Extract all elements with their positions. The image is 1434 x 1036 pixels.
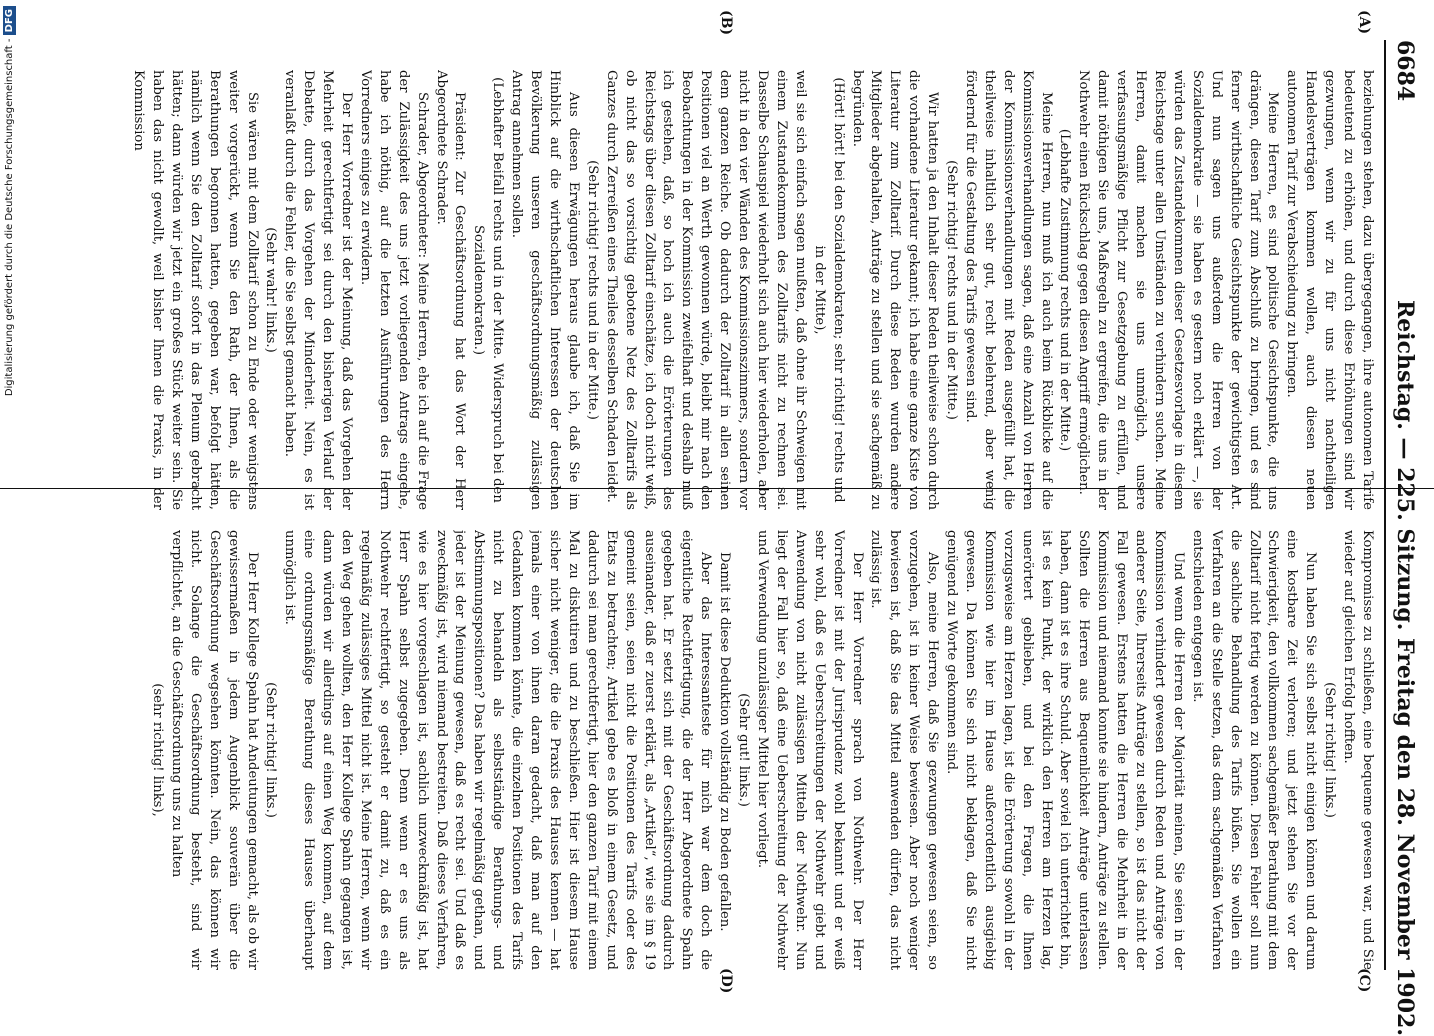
paragraph: Der Herr Vorredner ist der Meinung, daß das Vorgehen der Mehrheit gerechtfertigt sei durch den bisherigen Verlauf der Debatte, durch das Vorgehen der Minderheit. Nein, es ist veranlaßt durch die Fehler, die Sie selbst gemacht haben.	[282, 70, 355, 510]
speaker-paragraph: Schrader, Abgeordneter: Meine Herren, ehe ich auf die Frage der Zulässigkeit des uns jetzt vorliegenden Antrags eingehe, habe ich nöthig, auf die letzten Ausführungen des Herrn Vorredners einiges zu erwidern.	[357, 70, 430, 510]
page-number: 6684	[1392, 40, 1418, 102]
interjection: (Sehr wahr! links.)	[263, 227, 279, 353]
margin-marker-b: (B)	[718, 10, 734, 36]
margin-marker-a: (A)	[1356, 10, 1372, 35]
speaker-paragraph: Präsident: Zur Geschäftsordnung hat das Wort der Herr Abgeordnete Schrader.	[433, 70, 468, 510]
paragraph: Aber das Interessanteste für mich war dem doch die eigentliche Rechtfertigung, die der Herr Abgeordnete Spahn gegeben hat. Er setzt sich mit der Geschäftsordnung dadurch auseinander, daß er zuerst erklärt, als „Artikel“, wie sie im § 19 gemeint seien, seien nicht die Positionen des Tarifs oder des Etats zu betrachten; Artikel gebe es bloß in einem Gesetz, und dadurch sei man gerechtfertigt, hier den ganzen Tarif mit einem Mal zu diskutiren und zu beschließen. Hier ist diesem Hause sicher nicht weniger, die die Praxis des Hauses kennen — hat jemals einer von ihnen daran gedacht, daß man auf den Gedanken kommen könnte, die einzelnen Positionen des Tarifs nicht zu behandeln als selbstständige Berathungs- und Abstimmungspositionen? Das haben wir regelmäßig gethan, und jeder ist der Meinung gewesen, daß es recht sei. Und daß es zweckmäßig ist, wird niemand bestreiten. Daß dieses Verfahren, wie es hier vorgeschlagen ist, sachlich unzweckmäßig ist, hat Herr Spahn selbst zugegeben. Denn wenn er es uns als Nothwehr rechtfertigt, so gesteht er damit zu, daß es ein regelmäßig zulässiges Mittel nicht ist. Meine Herren, wenn wir den Weg gehen wollten, den Herr Kollege Spahn gegangen ist, dann würden wir allerdings auf einen Weg kommen, auf dem eine ordnungsmäßige Berathung dieses Hauses überhaupt unmöglich ist.	[282, 530, 714, 970]
interjection: (sehr richtig! links),	[150, 683, 165, 817]
footer	[0, 0, 20, 1000]
interjection: (Lebhafte Zustimmung rechts und in der Mitte.)	[1057, 128, 1073, 452]
paragraph: Also, meine Herren, daß Sie gezwungen gewesen seien, so vorzugehen, ist in keiner Weise bewiesen. Aber noch weniger bewiesen ist, daß Sie das Mittel anwenden dürfen, das nicht zulässig ist.	[868, 530, 941, 970]
interjection: (Lebhafter Beifall rechts und in der Mitte. Widerspruch bei den Sozialdemokraten.)	[471, 77, 506, 503]
paragraph: Meine Herren, nun muß ich auch beim Rückblicke auf die Kommissionsverhandlungen sagen, daß eine Anzahl von Herren der Kommissionsverhandlungen mit Reden ausgefüllt hat, die theilweise inhaltlich sehr gut, recht belehrend, aber wenig fördernd für die Gestaltung des Tarifs gewesen sind.	[962, 70, 1054, 510]
interjection: (Sehr gut! links.)	[736, 693, 752, 807]
page-title: Reichstag. — 225. Sitzung. Freitag den 28. November 1902.	[1392, 300, 1418, 1036]
interjection: (Sehr richtig! links.)	[1322, 682, 1338, 818]
margin-marker-c: (C)	[1356, 968, 1372, 993]
footer-text: Digitalisierung gefördert durch die Deutsche Forschungsgemeinschaft -	[4, 38, 15, 397]
paragraph: Aus diesen Erwägungen heraus glaube ich, daß Sie im Hinblick auf die wirthschaftlichen Interessen der deutschen Bevölkerung unseren geschäftsordnungsmäßig zulässigen Antrag annehmen sollen.	[509, 70, 581, 510]
paragraph: Und wenn die Herren der Majorität meinen, Sie seien in der Kommission verhindert gewesen durch Reden und Anträge von anderer Seite, Ihrerseits Anträge zu stellen, so ist das nicht der Fall gewesen. Erstens hatten die Herren die Mehrheit in der Kommission und niemand konnte sie hindern, Anträge zu stellen. Sollten die Herren aus Bequemlichkeit Anträge unterlassen haben, dann ist es ihre Schuld. Aber soviel ich unterrichtet bin, ist es kein Punkt, der wirklich den Herren am Herzen lag, unerörtert geblieben, und bei den Fragen, die Ihnen vorzugsweise am Herzen lagen, ist die Erörterung sowohl in der Kommission wie hier im Hause außerordentlich ausgiebig gewesen. Da können Sie sich nicht beklagen, daß Sie nicht genügend zu Worte gekommen sind.	[944, 530, 1186, 970]
right-column	[76, 530, 1376, 970]
column-divider-rule	[0, 488, 1434, 489]
interjection: (Sehr richtig! links.)	[263, 682, 279, 818]
paragraph: Damit ist diese Deduktion vollständig zu Boden gefallen.	[717, 552, 733, 932]
paragraph: Sie wären mit dem Zolltarif schon zu Ende oder wenigstens weiter vorgerückt, wenn Sie den Rath, der Ihnen, als die Berathungen begonnen hatten, gegeben war, befolgt hätten, nämlich wenn Sie den Zolltarif sofort in das Plenum gebracht hätten; dann würden wir jetzt ein großes Stück weiter sein. Sie haben das nicht gewollt, weil bisher Ihnen die Praxis, in der Kommission	[131, 70, 260, 510]
footer-strip	[0, 0, 20, 1000]
interjection: (Sehr richtig! rechts und in der Mitte.)	[944, 160, 960, 420]
interjection: (Hört! hört! bei den Sozialdemokraten; sehr richtig! rechts und in der Mitte),	[811, 77, 846, 503]
paragraph: beziehungen stehen, dazu übergegangen, ihre autonomen Tarife bedeutend zu erhöhen, und durch diese Erhöhungen sind wir gezwungen, wenn wir zu für uns nicht nachtheiligen Handelsverträgen kommen wollen, auch diesen neuen autonomen Tarif zur Verabschiedung zu bringen.	[1284, 70, 1375, 510]
paragraph: weil sie sich einfach sagen mußten, daß ohne ihr Schweigen mit einem Zustandekommen des Zolltarifs nicht zu rechnen sei. Dasselbe Schauspiel wiederholt sich auch hier wiederholen, aber nicht in den vier Wänden des Kommissionszimmers, sondern vor dem ganzen Reiche. Ob dadurch der Zolltarif in allen seinen Positionen viel an Werth gewonnen würde, bleibt mir nach den Beobachtungen in der Kommission zweifelhaft und deshalb muß ich gestehen, daß, so hoch ich auch die Erörterungen des Reichstags über diesen Zolltarif einschätze, ich doch nicht weiß, ob nicht das so vorsichtig gebotene Netz des Zolltarifs als Ganzes durch Zerreißen eines Theiles desselben Schaden leidet.	[603, 70, 808, 510]
paragraph: Wir hatten ja den Inhalt dieser Reden theilweise schon durch die vorhandene Literatur gekannt; ich habe eine ganze Kiste von Literatur zum Zolltarif. Durch diese Reden wurden andere Mitglieder abgehalten, Anträge zu stellen und sie sachgemäß zu begründen.	[849, 70, 941, 510]
paragraph: Der Herr Kollege Spahn hat Andeutungen gemacht, als ob wir gewissermaßen in jedem Augenblick souverän über die Geschäftsordnung wegsehen könnten. Nein, das können wir nicht. Solange die Geschäftsordnung besteht, sind wir verpflichtet, an die Geschäftsordnung uns zu halten	[168, 530, 260, 970]
paragraph: Meine Herren, es sind politische Gesichtspunkte, die uns drängen, diesen Tarif zum Abschluß zu bringen, und es sind ferner wirthschaftliche Gesichtspunkte der gewichtigsten Art. Und nun sagen uns außerdem die Herren von der Sozialdemokratie — sie haben es gestern noch erklärt —, sie würden das Zustandekommen dieser Gesetzesvorlage in diesem Reichstage unter allen Umständen zu verhindern suchen. Meine Herren, damit machen sie uns unmöglich, unsere verfassungsmäßige Pflicht zur Gesetzgebung zu erfüllen, und damit nöthigen Sie uns, Maßregeln zu ergreifen, die uns in der Nothwehr einen Rückschlag gegen diesen Angriff ermöglichen.	[1076, 70, 1281, 510]
margin-marker-d: (D)	[718, 968, 734, 994]
header-rule	[1384, 40, 1386, 970]
dfg-logo: DFG	[3, 6, 16, 35]
left-column	[76, 70, 1376, 510]
paragraph: Der Herr Vorredner sprach von Nothwehr. Der Herr Vorredner ist mit der Jurisprudenz wohl bekannt und er weiß sehr wohl, daß es Ueberschreitungen der Nothwehr giebt und Anwendung von nicht zulässigen Mitteln der Nothwehr. Nun liegt der Fall hier so, daß eine Ueberschreitung der Nothwehr und Verwendung unzulässiger Mittel hier vorliegt.	[755, 530, 865, 970]
paragraph: Nun haben Sie sich selbst nicht einigen können und darum eine kostbare Zeit verloren; und jetzt stehen Sie vor der Schwierigkeit, den vollkommen sachgemäßer Berathung mit dem Zolltarif nicht fertig werden zu können. Diesen Fehler soll nun die sachliche Behandlung des Tarifs büßen. Sie wollen ein Verfahren an die Stelle setzen, das dem sachgemäßen Verfahren entschieden entgegen ist.	[1189, 530, 1319, 970]
paragraph: Kompromisse zu schließen, eine bequeme gewesen war, und Sie wieder auf gleichen Erfolg hofften.	[1341, 530, 1375, 970]
interjection: (Sehr richtig! rechts und in der Mitte.)	[584, 160, 600, 420]
page-header	[1380, 40, 1420, 1036]
